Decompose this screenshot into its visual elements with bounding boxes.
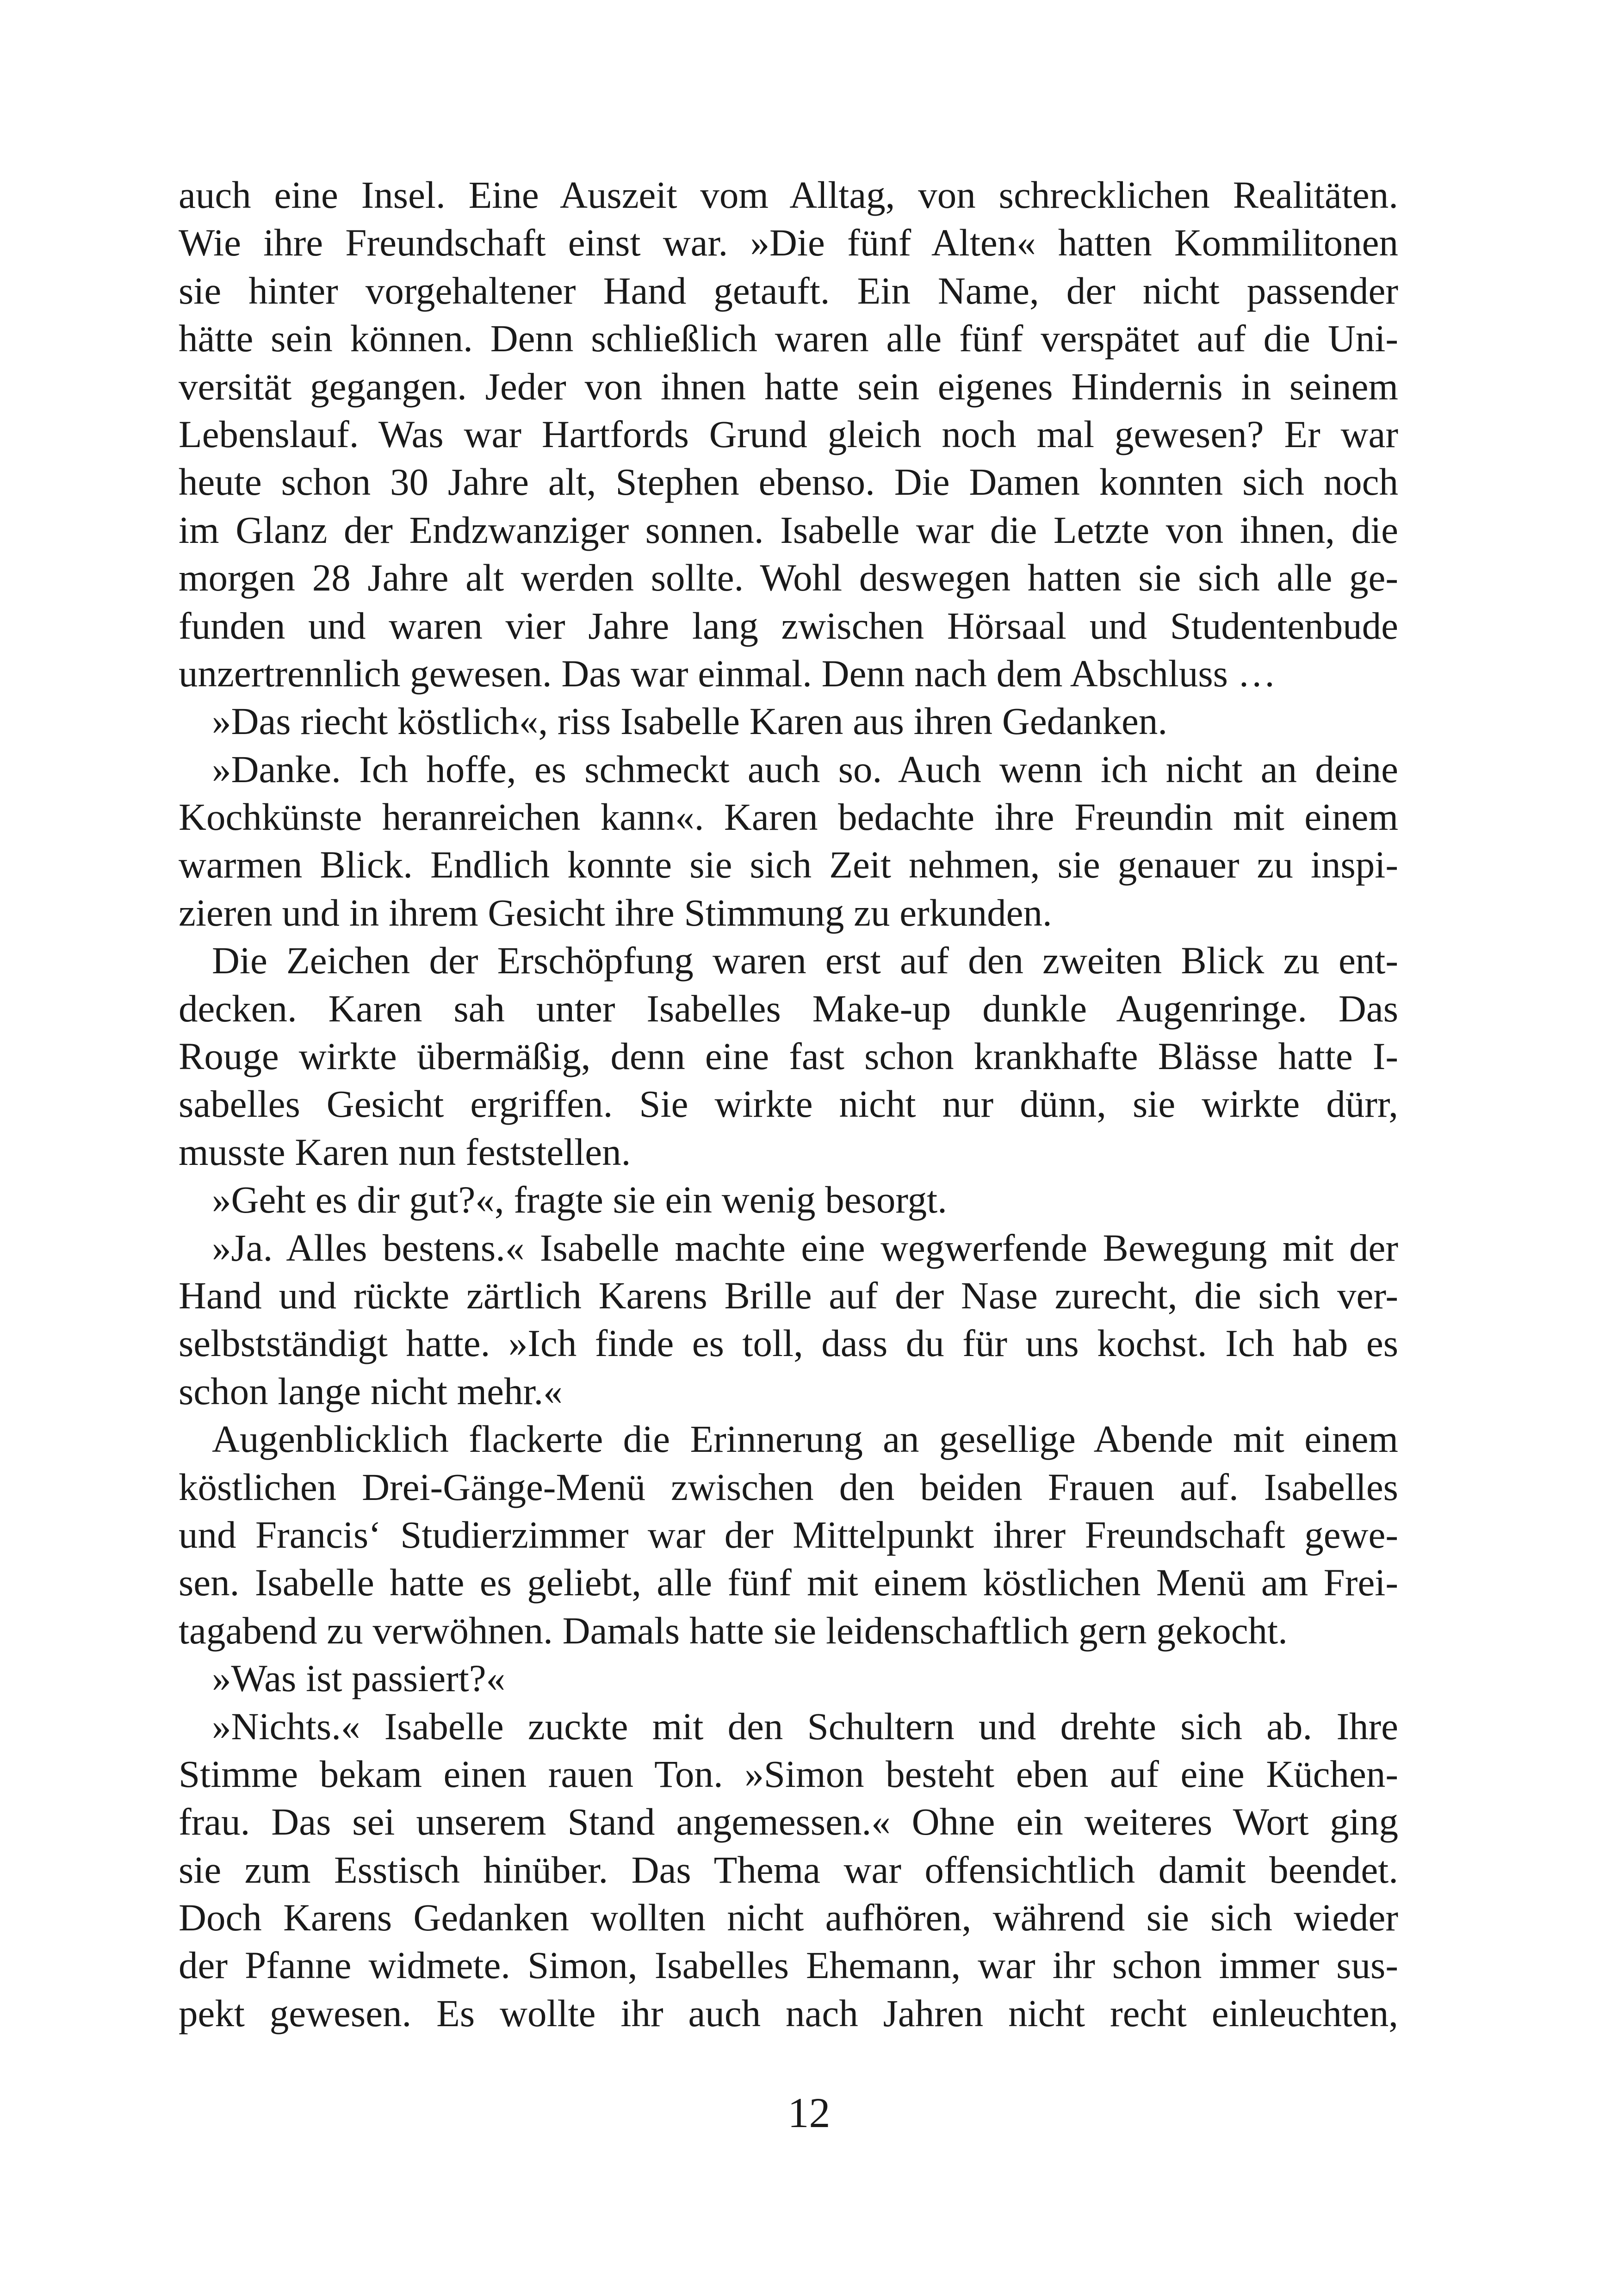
page-number: 12 — [787, 2089, 831, 2136]
text-line: tagabend zu verwöhnen. Damals hatte sie leidenschaftlich gern gekocht. — [179, 1609, 1288, 1652]
text-line: frau. Das sei unserem Stand angemessen.« Ohne ein weiteres Wort ging — [179, 1800, 1398, 1843]
text-line: heute schon 30 Jahre alt, Stephen ebenso. Die Damen konnten sich noch — [179, 460, 1398, 504]
text-line: musste Karen nun feststellen. — [179, 1130, 631, 1173]
text-line: sabelles Gesicht ergriffen. Sie wirkte nicht nur dünn, sie wirkte dürr, — [179, 1083, 1398, 1126]
text-line: Augenblicklich flackerte die Erinnerung an gesellige Abende mit einem — [212, 1418, 1398, 1461]
text-line: köstlichen Drei-Gänge-Menü zwischen den beiden Frauen auf. Isabelles — [179, 1465, 1398, 1508]
text-line: funden und waren vier Jahre lang zwischen Hörsaal und Studentenbude — [179, 604, 1398, 647]
text-line: warmen Blick. Endlich konnte sie sich Zeit nehmen, sie genauer zu inspi- — [179, 843, 1398, 886]
text-line: Doch Karens Gedanken wollten nicht aufhören, während sie sich wieder — [179, 1896, 1398, 1939]
text-line: der Pfanne widmete. Simon, Isabelles Ehemann, war ihr schon immer sus- — [179, 1944, 1398, 1987]
text-line: Kochkünste heranreichen kann«. Karen bedachte ihre Freundin mit einem — [179, 796, 1398, 839]
text-line: Wie ihre Freundschaft einst war. »Die fünf Alten« hatten Kommilitonen — [179, 221, 1398, 264]
text-line: hätte sein können. Denn schließlich waren alle fünf verspätet auf die Uni- — [179, 317, 1398, 360]
text-line: pekt gewesen. Es wollte ihr auch nach Jahren nicht recht einleuchten, — [179, 1991, 1398, 2035]
text-line: sie zum Esstisch hinüber. Das Thema war offensichtlich damit beendet. — [179, 1848, 1398, 1891]
body-text — [179, 171, 1398, 2037]
text-line: Hand und rückte zärtlich Karens Brille auf der Nase zurecht, die sich ver- — [179, 1274, 1398, 1317]
text-line: »Danke. Ich hoffe, es schmeckt auch so. Auch wenn ich nicht an deine — [212, 747, 1398, 790]
text-line: »Was ist passiert?« — [212, 1657, 506, 1700]
text-line: versität gegangen. Jeder von ihnen hatte sein eigenes Hindernis in seinem — [179, 365, 1398, 408]
text-line: decken. Karen sah unter Isabelles Make-up dunkle Augenringe. Das — [179, 987, 1398, 1030]
text-line: im Glanz der Endzwanziger sonnen. Isabelle war die Letzte von ihnen, die — [179, 508, 1398, 551]
text-line: »Geht es dir gut?«, fragte sie ein wenig besorgt. — [212, 1178, 947, 1221]
text-line: selbstständigt hatte. »Ich finde es toll, dass du für uns kochst. Ich hab es — [179, 1322, 1398, 1365]
text-line: schon lange nicht mehr.« — [179, 1369, 563, 1412]
text-line: Die Zeichen der Erschöpfung waren erst auf den zweiten Blick zu ent- — [212, 939, 1398, 982]
text-line: Rouge wirkte übermäßig, denn eine fast schon krankhafte Blässe hatte I- — [179, 1035, 1398, 1078]
text-line: auch eine Insel. Eine Auszeit vom Alltag, von schrecklichen Realitäten. — [179, 174, 1398, 216]
text-line: zieren und in ihrem Gesicht ihre Stimmung zu erkunden. — [179, 891, 1052, 934]
text-line: morgen 28 Jahre alt werden sollte. Wohl deswegen hatten sie sich alle ge- — [179, 556, 1398, 599]
text-line: »Das riecht köstlich«, riss Isabelle Karen aus ihren Gedanken. — [212, 700, 1168, 743]
text-line: unzertrennlich gewesen. Das war einmal. Denn nach dem Abschluss … — [179, 652, 1276, 695]
text-line: »Nichts.« Isabelle zuckte mit den Schultern und drehte sich ab. Ihre — [212, 1705, 1398, 1748]
text-line: und Francis‘ Studierzimmer war der Mittelpunkt ihrer Freundschaft gewe- — [179, 1513, 1398, 1556]
text-line: »Ja. Alles bestens.« Isabelle machte eine wegwerfende Bewegung mit der — [212, 1226, 1398, 1269]
text-line: Stimme bekam einen rauen Ton. »Simon besteht eben auf eine Küchen- — [179, 1752, 1398, 1795]
text-line: Lebenslauf. Was war Hartfords Grund gleich noch mal gewesen? Er war — [179, 412, 1398, 455]
text-line: sen. Isabelle hatte es geliebt, alle fünf mit einem köstlichen Menü am Frei- — [179, 1561, 1398, 1604]
text-line: sie hinter vorgehaltener Hand getauft. Ein Name, der nicht passender — [179, 269, 1398, 312]
